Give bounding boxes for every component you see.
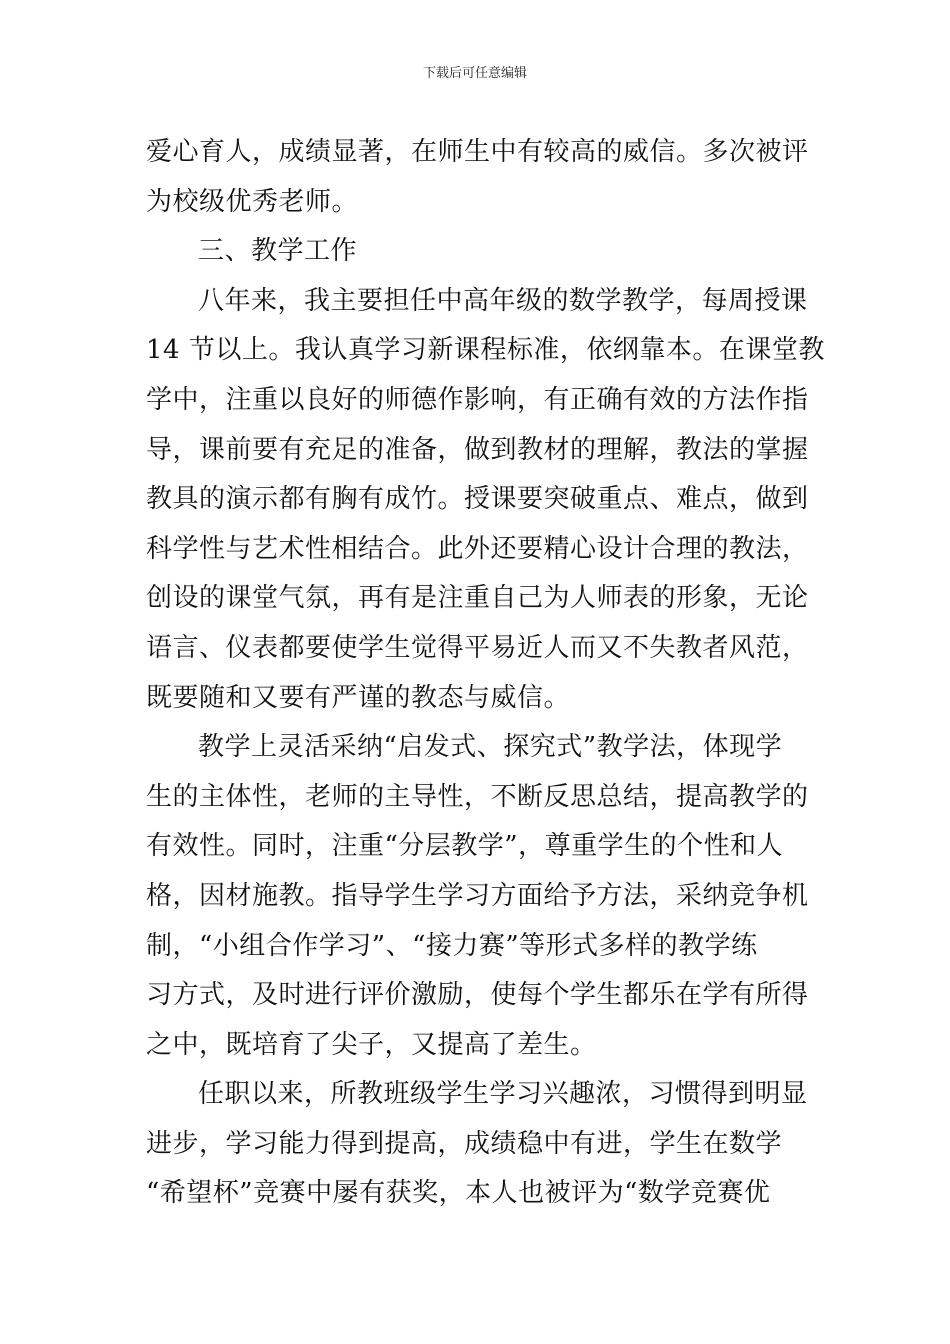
- text-line: 创设的课堂气氛，再有是注重自己为人师表的形象，无论: [146, 583, 809, 614]
- text-line: 进步，学习能力得到提高，成绩稳中有进，学生在数学: [146, 1128, 783, 1159]
- text-line: 既要随和又要有严谨的教态与威信。: [146, 682, 571, 713]
- text-line: 14 节以上。我认真学习新课程标准，依纲靠本。在课堂教: [146, 335, 825, 366]
- text-line: 八年来，我主要担任中高年级的数学教学，每周授课: [198, 285, 808, 316]
- text-line: 学中，注重以良好的师德作影响，有正确有效的方法作指: [146, 384, 809, 415]
- text-line: “希望杯”竞赛中屡有获奖，本人也被评为“数学竞赛优: [146, 1178, 771, 1209]
- text-line: 生的主体性，老师的主导性，不断反思总结，提高教学的: [146, 781, 809, 812]
- text-line: 制，“小组合作学习”、“接力赛”等形式多样的教学练: [146, 930, 758, 961]
- text-line: 习方式，及时进行评价激励，使每个学生都乐在学有所得: [146, 980, 809, 1011]
- text-line: 格，因材施教。指导学生学习方面给予方法，采纳竞争机: [146, 880, 809, 911]
- text-line: 语言、仪表都要使学生觉得平易近人而又不失教者风范，: [146, 632, 809, 663]
- text-line: 有效性。同时，注重“分层教学”，尊重学生的个性和人: [146, 831, 784, 862]
- text-line: 爱心育人，成绩显著，在师生中有较高的威信。多次被评: [146, 137, 809, 167]
- document-body: [146, 128, 826, 1219]
- text-line: 任职以来，所教班级学生学习兴趣浓，习惯得到明显: [198, 1079, 808, 1110]
- text-line: 导，课前要有充足的准备，做到教材的理解，教法的掌握: [146, 434, 809, 465]
- text-line: 三、教学工作: [198, 236, 358, 267]
- page-header: 下载后可任意编辑: [422, 66, 527, 81]
- text-line: 科学性与艺术性相结合。此外还要精心设计合理的教法，: [146, 533, 809, 564]
- text-line: 之中，既培育了尖子，又提高了差生。: [146, 1029, 597, 1060]
- text-line: 教学上灵活采纳“启发式、探究式”教学法，体现学: [198, 732, 783, 763]
- text-line: 为校级优秀老师。: [146, 186, 359, 217]
- text-line: 教具的演示都有胸有成竹。授课要突破重点、难点，做到: [146, 484, 809, 515]
